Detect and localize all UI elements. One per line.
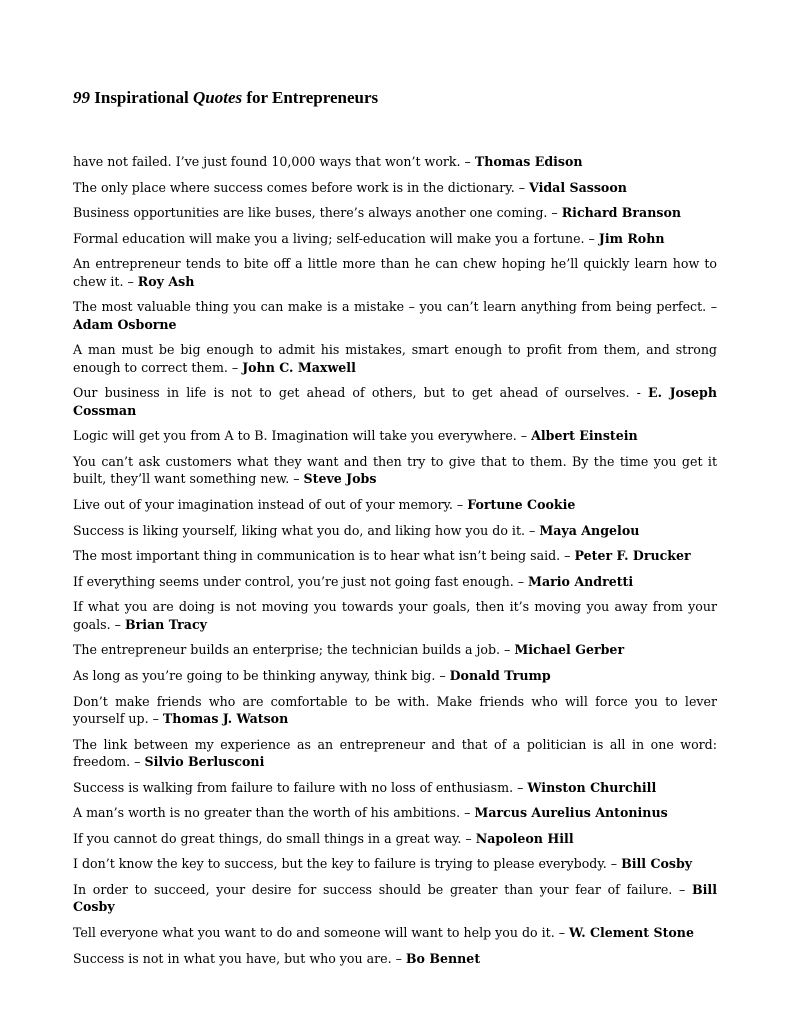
title-part2: for Entrepreneurs: [242, 88, 379, 107]
quote-author: John C. Maxwell: [242, 359, 356, 375]
quote-text: Logic will get you from A to B. Imagination will take you everywhere. –: [73, 428, 532, 444]
quote-author: Roy Ash: [137, 273, 195, 289]
quote-item: [73, 855, 717, 872]
quote-author: Maya Angelou: [539, 522, 640, 538]
quote-item: [73, 230, 717, 247]
quote-text: Tell everyone what you want to do and someone will want to help you do it. –: [73, 924, 570, 940]
quote-item: [73, 598, 717, 633]
title-number: 99: [73, 88, 90, 107]
quote-text: The most valuable thing you can make is a mistake – you can’t learn anything from being perfect. –: [73, 299, 717, 315]
quote-text: As long as you’re going to be thinking anyway, think big. –: [73, 667, 450, 683]
quote-item: [73, 204, 717, 221]
quote-item: [73, 522, 717, 539]
quote-author: Fortune Cookie: [467, 496, 576, 512]
quote-text: You can’t ask customers what they want and then try to give that to them. By the time you get it built, they’ll want something new. –: [73, 453, 717, 487]
quote-author: Vidal Sassoon: [529, 179, 627, 195]
quote-text: A man must be big enough to admit his mistakes, smart enough to profit from them, and strong enough to correct them. –: [73, 342, 717, 375]
quote-text: If what you are doing is not moving you towards your goals, then it’s moving you away from your goals. –: [73, 599, 717, 632]
quote-text: Success is walking from failure to failure with no loss of enthusiasm. –: [73, 779, 528, 795]
quote-author: Richard Branson: [561, 205, 682, 221]
quote-item: [73, 693, 717, 728]
quote-text: If everything seems under control, you’re just not going fast enough. –: [73, 573, 529, 589]
quote-item: [73, 573, 717, 590]
quote-text: I don’t know the key to success, but the key to failure is trying to please everybody. –: [73, 856, 622, 872]
quote-author: Bill Cosby: [621, 856, 693, 872]
quote-text: A man’s worth is no greater than the worth of his ambitions. –: [73, 805, 475, 821]
quote-item: [73, 641, 717, 658]
quote-item: [73, 830, 717, 847]
quote-item: [73, 804, 717, 821]
quote-item: [73, 341, 717, 376]
quote-item: [73, 453, 717, 488]
quote-author: Mario Andretti: [528, 573, 634, 589]
quote-item: [73, 384, 717, 419]
quote-author: Donald Trump: [449, 667, 551, 683]
title-emphasis: Quotes: [192, 88, 243, 107]
quote-author: Bo Bennet: [405, 950, 481, 966]
quote-item: [73, 950, 717, 967]
quote-author: Marcus Aurelius Antoninus: [474, 805, 668, 821]
quote-item: [73, 924, 717, 941]
quote-text: In order to succeed, your desire for success should be greater than your fear of failure. –: [73, 881, 692, 897]
quote-item: [73, 179, 717, 196]
quote-item: [73, 547, 717, 564]
quote-text: The link between my experience as an entrepreneur and that of a politician is all in one word: freedom. –: [73, 736, 717, 769]
quote-text: The most important thing in communication is to hear what isn’t being said. –: [73, 548, 575, 564]
quote-text: Success is not in what you have, but who you are. –: [73, 950, 406, 966]
quote-author: Bill Cosby: [73, 881, 717, 915]
quote-item: [73, 255, 717, 290]
quote-item: [73, 736, 717, 771]
quote-item: [73, 153, 717, 170]
title-part1: Inspirational: [90, 88, 193, 107]
quote-text: Our business in life is not to get ahead of others, but to get ahead of ourselves. -: [73, 385, 649, 401]
quote-item: [73, 881, 717, 916]
quote-item: [73, 298, 717, 333]
quote-text: Business opportunities are like buses, there’s always another one coming. –: [73, 205, 562, 221]
quote-author: Steve Jobs: [303, 471, 377, 487]
quote-author: Albert Einstein: [531, 428, 638, 444]
document-title: [73, 88, 378, 108]
quote-item: [73, 496, 717, 513]
quote-text: Success is liking yourself, liking what you do, and liking how you do it. –: [73, 522, 540, 538]
quote-author: Thomas Edison: [474, 154, 583, 169]
quote-author: Winston Churchill: [527, 779, 657, 795]
quote-author: Michael Gerber: [514, 642, 625, 658]
quote-author: Silvio Berlusconi: [144, 753, 265, 769]
quote-text: have not failed. I’ve just found 10,000 ways that won’t work. –: [73, 154, 475, 169]
quote-text: Formal education will make you a living; self-education will make you a fortune. –: [73, 230, 599, 246]
quote-text: The entrepreneur builds an enterprise; the technician builds a job. –: [73, 642, 515, 658]
quote-item: [73, 779, 717, 796]
quote-author: Peter F. Drucker: [574, 548, 691, 564]
quote-text: Live out of your imagination instead of out of your memory. –: [73, 496, 468, 512]
quote-author: Napoleon Hill: [475, 830, 574, 846]
quote-author: W. Clement Stone: [569, 924, 694, 940]
quote-text: Don’t make friends who are comfortable to be with. Make friends who will force you to lever yourself up. –: [73, 693, 717, 726]
quote-text: An entrepreneur tends to bite off a little more than he can chew hoping he’ll quickly learn how to chew it. –: [73, 256, 717, 289]
quote-list: [73, 153, 717, 975]
quote-author: E. Joseph Cossman: [73, 385, 717, 418]
quote-author: Thomas J. Watson: [162, 710, 289, 726]
quote-text: If you cannot do great things, do small things in a great way. –: [73, 830, 476, 846]
quote-author: Brian Tracy: [124, 616, 207, 632]
quote-item: [73, 427, 717, 444]
quote-text: The only place where success comes before work is in the dictionary. –: [73, 179, 530, 195]
quote-author: Adam Osborne: [73, 316, 177, 332]
quote-author: Jim Rohn: [598, 230, 665, 246]
quote-item: [73, 667, 717, 684]
